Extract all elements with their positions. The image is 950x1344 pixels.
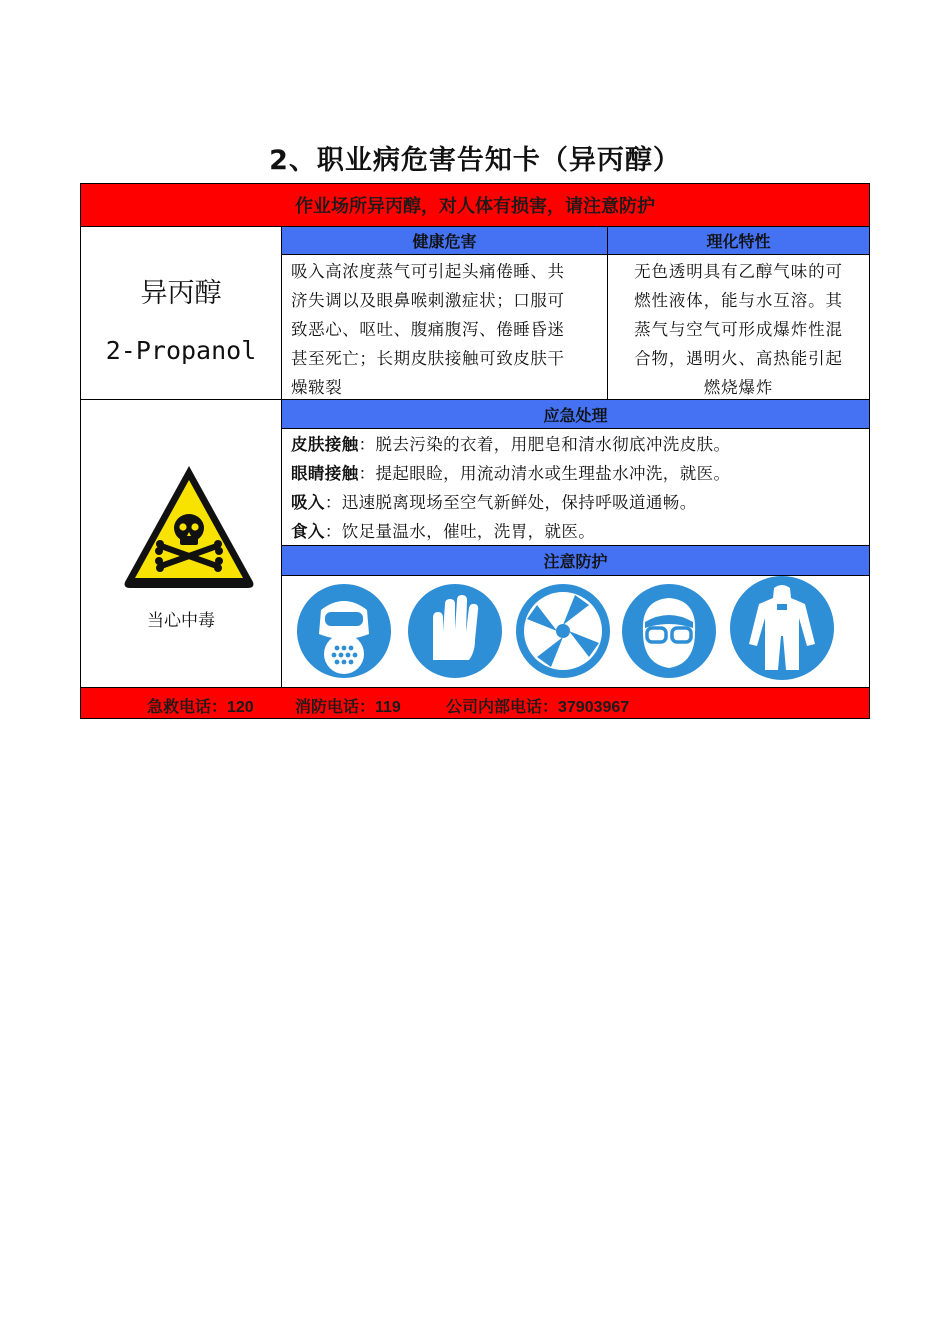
emergency-header: 应急处理 <box>282 400 869 429</box>
emergency-item: 眼睛接触：提起眼睑，用流动清水或生理盐水冲洗，就医。 <box>291 464 731 483</box>
emergency-item: 皮肤接触：脱去污染的衣着，用肥皂和清水彻底冲洗皮肤。 <box>291 435 731 454</box>
health-hazard-header: 健康危害 <box>282 227 607 255</box>
first-aid-phone: 急救电话：120 <box>147 699 254 716</box>
page-title: 2、职业病危害告知卡（异丙醇） <box>269 145 681 176</box>
safety-goggles-icon <box>619 582 719 680</box>
emergency-item: 食入：饮足量温水，催吐，洗胃，就医。 <box>291 522 596 541</box>
substance-name-cn: 异丙醇 <box>140 278 222 309</box>
internal-phone: 公司内部电话：37903967 <box>446 699 630 716</box>
protective-gloves-icon <box>405 582 505 680</box>
warning-sign-caption: 当心中毒 <box>147 611 215 631</box>
properties-text: 无色透明具有乙醇气味的可 燃性液体，能与水互溶。其 蒸气与空气可形成爆炸性混 合物，遇明火、高热能引起 燃烧爆炸 <box>634 262 843 397</box>
toxic-skull-icon <box>121 462 257 590</box>
emergency-measures <box>291 430 861 546</box>
footer-phone-bar <box>81 687 869 718</box>
warning-banner: 作业场所异丙醇，对人体有损害，请注意防护 <box>81 184 869 227</box>
protection-header: 注意防护 <box>282 545 869 576</box>
emergency-item: 吸入：迅速脱离现场至空气新鲜处，保持呼吸道通畅。 <box>291 493 697 512</box>
fire-phone: 消防电话：119 <box>295 699 401 716</box>
protection-icons <box>291 574 851 684</box>
hazard-notice-card <box>80 183 870 719</box>
protective-suit-icon <box>727 574 837 682</box>
health-hazard-text: 吸入高浓度蒸气可引起头痛倦睡、共 济失调以及眼鼻喉刺激症状；口服可 致恶心、呕吐、腹痛腹泻、倦睡昏迷 甚至死亡；长期皮肤接触可致皮肤干 燥皲裂 <box>291 262 565 397</box>
substance-name-cell <box>81 227 282 400</box>
properties-header: 理化特性 <box>608 227 869 255</box>
substance-name-en: 2-Propanol <box>105 336 257 365</box>
ventilation-fan-icon <box>513 582 613 680</box>
gas-mask-icon <box>291 582 397 680</box>
warning-sign-cell <box>81 400 282 688</box>
